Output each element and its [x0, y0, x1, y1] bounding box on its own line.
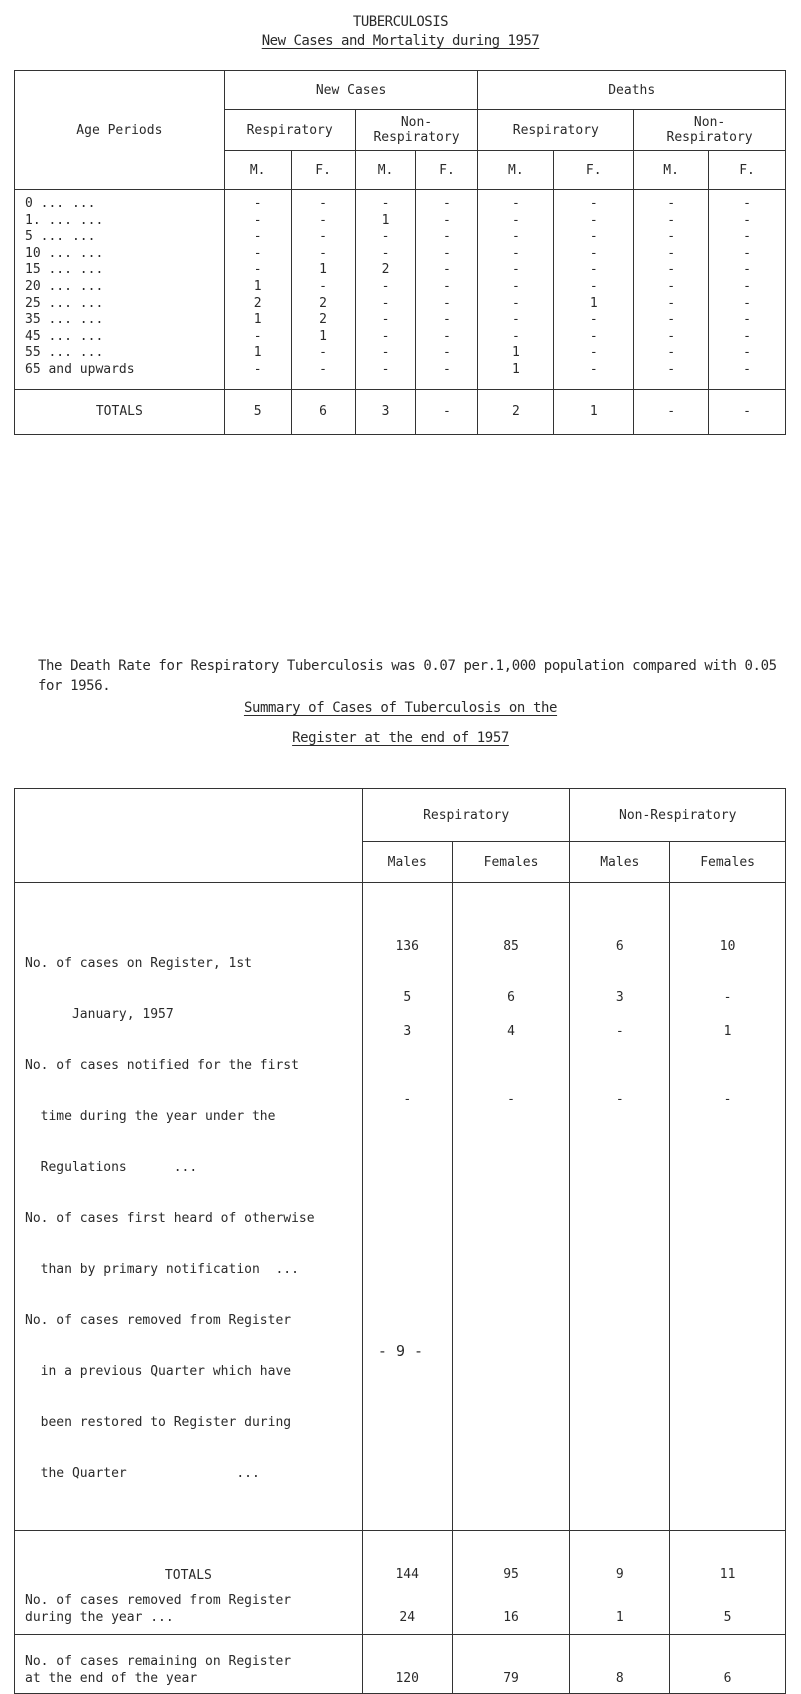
cell: 1 — [554, 296, 634, 313]
cell: - — [634, 362, 709, 389]
cell: 1 — [224, 279, 291, 296]
summary-title-text1: Summary of Cases of Tuberculosis on the — [243, 700, 558, 716]
cell: - — [478, 312, 554, 329]
table-row — [15, 312, 786, 329]
value: 24 — [399, 1610, 416, 1625]
label-line: than by primary notification ... — [25, 1262, 299, 1277]
label-line: at the end of the year — [25, 1671, 198, 1686]
respiratory-header: Respiratory — [362, 789, 570, 842]
total-cell: 144 — [362, 1531, 452, 1593]
cell: 1 — [224, 312, 291, 329]
cell: - — [291, 229, 355, 246]
age-label: 1. ... ... — [15, 213, 225, 230]
label-line: No. of cases on Register, 1st — [25, 956, 252, 971]
cell: - — [634, 190, 709, 213]
page-title: TUBERCULOSIS — [352, 14, 449, 30]
cell: - — [478, 246, 554, 263]
value: 3 — [403, 1024, 412, 1039]
resp-females-col — [452, 883, 570, 1531]
cell: - — [634, 296, 709, 313]
cell: - — [291, 279, 355, 296]
cell: - — [554, 190, 634, 213]
total-cell: - — [634, 389, 709, 434]
cell: - — [416, 345, 478, 362]
nonresp-females-col — [670, 883, 786, 1531]
cell: - — [224, 246, 291, 263]
cell: - — [355, 362, 416, 389]
cell: - — [709, 213, 786, 230]
cell: - — [416, 229, 478, 246]
age-label: 5 ... ... — [15, 229, 225, 246]
table-row — [15, 329, 786, 346]
remaining-row — [15, 1635, 786, 1694]
males-header: Males — [362, 842, 452, 883]
table-row — [15, 345, 786, 362]
cell: 1 — [478, 362, 554, 389]
register-detail-block — [15, 883, 786, 1531]
cell: - — [554, 213, 634, 230]
cell: - — [709, 246, 786, 263]
total-cell: 1 — [554, 389, 634, 434]
label-line: No. of cases remaining on Register — [25, 1654, 292, 1669]
totals-row — [15, 1531, 786, 1593]
label-line: during the year ... — [25, 1610, 174, 1625]
cell: - — [554, 329, 634, 346]
removed-cell — [670, 1592, 786, 1635]
label-line: time during the year under the — [25, 1109, 276, 1124]
cell: - — [416, 329, 478, 346]
blank-header — [15, 789, 363, 883]
summary-title-line1 — [0, 700, 801, 716]
table-row — [15, 296, 786, 313]
remaining-cell — [362, 1635, 452, 1694]
cell: - — [355, 246, 416, 263]
value: - — [723, 990, 732, 1005]
cell: - — [355, 345, 416, 362]
new-resp-header: Respiratory — [224, 110, 355, 151]
removed-label — [15, 1592, 363, 1635]
males-header: Males — [570, 842, 670, 883]
cell: - — [291, 362, 355, 389]
value: 5 — [723, 1610, 732, 1625]
cell: - — [355, 279, 416, 296]
cell: 1 — [224, 345, 291, 362]
page-number: - 9 - — [377, 1342, 424, 1360]
cell: - — [291, 190, 355, 213]
cell: - — [709, 279, 786, 296]
cell: - — [416, 213, 478, 230]
label-line: January, 1957 — [25, 1007, 174, 1022]
cell: - — [416, 246, 478, 263]
label-line: No. of cases removed from Register — [25, 1593, 292, 1608]
new-nonresp-line2: Respiratory — [373, 130, 460, 145]
cell: - — [554, 262, 634, 279]
cell: - — [478, 262, 554, 279]
cell: - — [416, 296, 478, 313]
total-cell: 2 — [478, 389, 554, 434]
value: 79 — [503, 1671, 519, 1686]
age-label: 25 ... ... — [15, 296, 225, 313]
value: - — [615, 1092, 624, 1107]
cell: 2 — [355, 262, 416, 279]
cell: - — [416, 362, 478, 389]
cell: - — [634, 279, 709, 296]
cell: - — [709, 329, 786, 346]
col-m: M. — [634, 151, 709, 190]
page-subtitle — [0, 33, 801, 49]
cell: - — [291, 213, 355, 230]
value: 3 — [615, 990, 624, 1005]
totals-label: TOTALS — [15, 389, 225, 434]
cell: - — [224, 262, 291, 279]
totals-row — [15, 389, 786, 434]
cell: - — [355, 229, 416, 246]
deaths-nonresp-line2: Respiratory — [666, 130, 753, 145]
age-periods-header: Age Periods — [15, 71, 225, 190]
cell: - — [291, 345, 355, 362]
label-line: Regulations ... — [25, 1160, 198, 1175]
cell: - — [634, 262, 709, 279]
age-label: 35 ... ... — [15, 312, 225, 329]
cell: - — [416, 262, 478, 279]
total-cell: - — [416, 389, 478, 434]
total-cell: - — [709, 389, 786, 434]
cell: - — [554, 246, 634, 263]
age-label: 55 ... ... — [15, 345, 225, 362]
cell: - — [709, 345, 786, 362]
value: 10 — [719, 939, 736, 954]
remaining-label — [15, 1635, 363, 1694]
cell: - — [634, 213, 709, 230]
cell: - — [554, 279, 634, 296]
age-label: 0 ... ... — [15, 190, 225, 213]
value: 4 — [507, 1024, 515, 1039]
totals-label: TOTALS — [15, 1531, 363, 1593]
age-label: 65 and upwards — [15, 362, 225, 389]
age-label: 45 ... ... — [15, 329, 225, 346]
cell: - — [478, 213, 554, 230]
value: 6 — [615, 939, 624, 954]
cell: - — [634, 229, 709, 246]
cell: 1 — [355, 213, 416, 230]
cell: - — [416, 312, 478, 329]
table-row — [15, 262, 786, 279]
col-f: F. — [416, 151, 478, 190]
summary-title-text2: Register at the end of 1957 — [292, 730, 509, 746]
cell: - — [224, 329, 291, 346]
label-line: the Quarter ... — [25, 1466, 260, 1481]
age-label: 20 ... ... — [15, 279, 225, 296]
total-cell: 6 — [291, 389, 355, 434]
cell: - — [478, 279, 554, 296]
deaths-nonresp-line1: Non- — [693, 115, 726, 130]
col-f: F. — [554, 151, 634, 190]
cell: 1 — [478, 345, 554, 362]
table-row — [15, 213, 786, 230]
cell: - — [478, 296, 554, 313]
cell: - — [709, 296, 786, 313]
value: 5 — [403, 990, 412, 1005]
remaining-cell — [452, 1635, 570, 1694]
value: 6 — [723, 1671, 732, 1686]
cell: - — [709, 362, 786, 389]
label-line: No. of cases notified for the first — [25, 1058, 299, 1073]
cell: 1 — [291, 262, 355, 279]
value: 16 — [503, 1610, 519, 1625]
cell: - — [709, 229, 786, 246]
new-nonresp-header — [355, 110, 478, 151]
value: - — [723, 1092, 732, 1107]
cell: - — [634, 329, 709, 346]
cell: - — [634, 345, 709, 362]
col-f: F. — [291, 151, 355, 190]
resp-males-col — [362, 883, 452, 1531]
label-line: No. of cases first heard of otherwise — [25, 1211, 315, 1226]
table-row — [15, 190, 786, 213]
cell: - — [355, 190, 416, 213]
table-row — [15, 279, 786, 296]
total-cell: 3 — [355, 389, 416, 434]
value: - — [507, 1092, 515, 1107]
summary-title-line2 — [0, 730, 801, 746]
cell: - — [291, 246, 355, 263]
value: 1 — [723, 1024, 732, 1039]
value: 136 — [395, 939, 419, 954]
table-row — [15, 229, 786, 246]
total-cell: 9 — [570, 1531, 670, 1593]
new-cases-header: New Cases — [224, 71, 478, 110]
death-rate-paragraph: The Death Rate for Respiratory Tuberculosis was 0.07 per.1,000 population compared with 0.05 for 1956. — [38, 658, 777, 694]
total-cell: 5 — [224, 389, 291, 434]
detail-labels — [15, 883, 363, 1531]
col-m: M. — [478, 151, 554, 190]
age-label: 15 ... ... — [15, 262, 225, 279]
nonresp-males-col — [570, 883, 670, 1531]
remaining-cell — [670, 1635, 786, 1694]
value: 85 — [503, 939, 519, 954]
col-m: M. — [355, 151, 416, 190]
value: 1 — [615, 1610, 624, 1625]
cell: - — [634, 312, 709, 329]
register-summary-table — [14, 788, 786, 1694]
cell: - — [355, 296, 416, 313]
table-row — [15, 362, 786, 389]
cell: - — [554, 229, 634, 246]
cell: - — [355, 312, 416, 329]
cell: - — [224, 362, 291, 389]
value: - — [615, 1024, 624, 1039]
total-cell: 11 — [670, 1531, 786, 1593]
table-row — [15, 246, 786, 263]
cell: - — [224, 190, 291, 213]
cell: - — [478, 229, 554, 246]
subtitle-text: New Cases and Mortality during 1957 — [261, 33, 540, 49]
deaths-header: Deaths — [478, 71, 786, 110]
cell: - — [478, 190, 554, 213]
cell: - — [478, 329, 554, 346]
cell: - — [224, 213, 291, 230]
cell: - — [709, 262, 786, 279]
non-respiratory-header: Non-Respiratory — [570, 789, 786, 842]
cell: - — [224, 229, 291, 246]
cell: 2 — [224, 296, 291, 313]
cell: - — [709, 312, 786, 329]
new-nonresp-line1: Non- — [400, 115, 433, 130]
label-line: No. of cases removed from Register — [25, 1313, 292, 1328]
cell: 2 — [291, 312, 355, 329]
cell: - — [554, 362, 634, 389]
value: 8 — [615, 1671, 624, 1686]
remaining-cell — [570, 1635, 670, 1694]
removed-cell — [362, 1592, 452, 1635]
cell: 2 — [291, 296, 355, 313]
value: - — [403, 1092, 412, 1107]
label-line: been restored to Register during — [25, 1415, 292, 1430]
label-line: in a previous Quarter which have — [25, 1364, 292, 1379]
cell: - — [709, 190, 786, 213]
value: 6 — [507, 990, 515, 1005]
females-header: Females — [452, 842, 570, 883]
cell: - — [416, 279, 478, 296]
cell: - — [416, 190, 478, 213]
deaths-resp-header: Respiratory — [478, 110, 634, 151]
total-cell: 95 — [452, 1531, 570, 1593]
cell: - — [355, 329, 416, 346]
value: 120 — [395, 1671, 419, 1686]
new-cases-mortality-table — [14, 70, 786, 435]
age-label: 10 ... ... — [15, 246, 225, 263]
cell: - — [554, 345, 634, 362]
cell: - — [554, 312, 634, 329]
col-f: F. — [709, 151, 786, 190]
removed-row — [15, 1592, 786, 1635]
deaths-nonresp-header — [634, 110, 786, 151]
cell: - — [634, 246, 709, 263]
removed-cell — [570, 1592, 670, 1635]
females-header: Females — [670, 842, 786, 883]
cell: 1 — [291, 329, 355, 346]
col-m: M. — [224, 151, 291, 190]
removed-cell — [452, 1592, 570, 1635]
